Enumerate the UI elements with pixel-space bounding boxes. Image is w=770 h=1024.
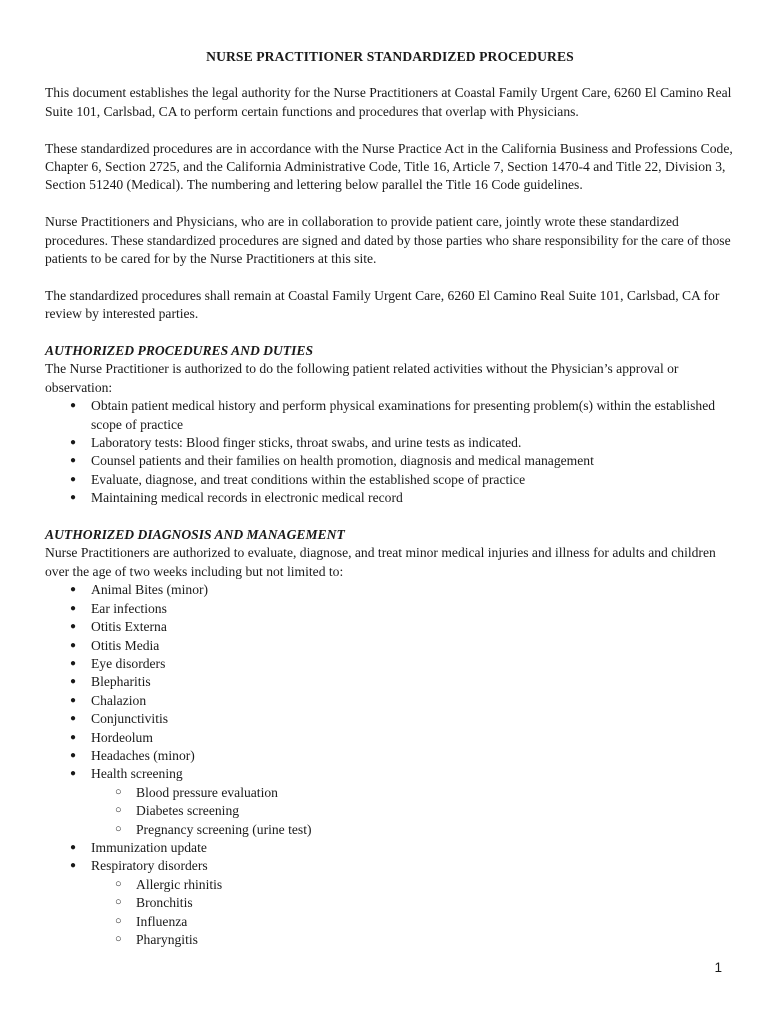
paragraph-collaboration: Nurse Practitioners and Physicians, who are in collaboration to provide patient care, jointly wrote these standardized procedures. These standardized procedures are signed and dated by those parties who share responsibility for the care of those patients to be cared for by the Nurse Practitioners at this site. xyxy=(45,214,731,267)
sub-list-item: ○ Pregnancy screening (urine test) xyxy=(115,821,312,837)
bullet-icon: ● xyxy=(70,584,77,596)
list-item: ● Laboratory tests: Blood finger sticks, throat swabs, and urine tests as indicated. xyxy=(91,434,735,452)
hollow-bullet-icon: ○ xyxy=(115,822,122,835)
respiratory-sublist xyxy=(91,876,735,950)
document-page xyxy=(45,48,735,949)
paragraph-accordance: These standardized procedures are in accordance with the Nurse Practice Act in the California Business and Professions Code, Chapter 6, Section 2725, and the California Administrative Code, Title 16, Article 7, Section 1470-4 and Title 22, Division 3, Section 51240 (Medical). The numbering and lettering below parallel the Title 16 Code guidelines. xyxy=(45,140,733,193)
hollow-bullet-icon: ○ xyxy=(115,877,122,890)
bullet-icon: ● xyxy=(70,713,77,725)
hollow-bullet-icon: ○ xyxy=(115,914,122,927)
list-item: ● Health screening ○ Blood pressure evaluation ○ Diabetes screening ○ Pregnancy screening (urine test) xyxy=(91,765,735,839)
list-item: ● Evaluate, diagnose, and treat conditions within the established scope of practice xyxy=(91,471,735,489)
bullet-icon: ● xyxy=(70,455,77,467)
list-item: ● Hordeolum xyxy=(91,729,735,747)
list-item: ● Chalazion xyxy=(91,692,735,710)
bullet-icon: ● xyxy=(70,731,77,743)
bullet-icon: ● xyxy=(70,841,77,853)
bullet-icon: ● xyxy=(70,639,77,651)
bullet-icon: ● xyxy=(70,602,77,614)
health-screening-sublist xyxy=(91,784,735,839)
sub-list-item: ○ Pharyngitis xyxy=(115,932,198,948)
bullet-icon: ● xyxy=(70,694,77,706)
bullet-icon: ● xyxy=(70,437,77,449)
bullet-icon: ● xyxy=(70,749,77,761)
bullet-icon: ● xyxy=(70,492,77,504)
page-number: 1 xyxy=(714,960,722,975)
bullet-icon: ● xyxy=(70,473,77,485)
bullet-icon: ● xyxy=(70,676,77,688)
list-item: ● Otitis Externa xyxy=(91,618,735,636)
section-heading-diagnosis: AUTHORIZED DIAGNOSIS AND MANAGEMENT xyxy=(45,527,345,543)
bullet-icon: ● xyxy=(70,400,77,412)
list-item: ● Headaches (minor) xyxy=(91,747,735,765)
list-item: ● Blepharitis xyxy=(91,673,735,691)
hollow-bullet-icon: ○ xyxy=(115,785,122,798)
list-item: ● Counsel patients and their families on health promotion, diagnosis and medical management xyxy=(91,452,735,470)
hollow-bullet-icon: ○ xyxy=(115,896,122,909)
list-item: ● Respiratory disorders ○ Allergic rhinitis ○ Bronchitis ○ Influenza ○ Pharyngitis xyxy=(91,857,735,949)
section-intro-procedures: The Nurse Practitioner is authorized to do the following patient related activities without the Physician’s approval or observation: xyxy=(45,361,679,395)
procedures-list xyxy=(45,397,735,507)
sub-list-item: ○ Influenza xyxy=(115,913,188,929)
paragraph-location: The standardized procedures shall remain at Coastal Family Urgent Care, 6260 El Camino Real Suite 101, Carlsbad, CA for review by interested parties. xyxy=(45,287,720,322)
sub-list-item: ○ Blood pressure evaluation xyxy=(115,784,278,800)
sub-list-item: ○ Diabetes screening xyxy=(115,803,240,819)
section-procedures xyxy=(45,342,735,508)
hollow-bullet-icon: ○ xyxy=(115,804,122,817)
section-intro-diagnosis: Nurse Practitioners are authorized to evaluate, diagnose, and treat minor medical injuries and illness for adults and children over the age of two weeks including but not limited to: xyxy=(45,545,716,579)
sub-list-item: ○ Bronchitis xyxy=(115,895,193,911)
list-item: ● Obtain patient medical history and perform physical examinations for presenting problem(s) within the established scope of practice xyxy=(70,398,716,432)
list-item: ● Conjunctivitis xyxy=(91,710,735,728)
list-item: ● Eye disorders xyxy=(91,655,735,673)
list-item: ● Animal Bites (minor) xyxy=(91,581,735,599)
paragraph-authority: This document establishes the legal authority for the Nurse Practitioners at Coastal Family Urgent Care, 6260 El Camino Real Suite 101, Carlsbad, CA to perform certain functions and procedures that overlap with Physicians. xyxy=(45,85,732,119)
document-title: NURSE PRACTITIONER STANDARDIZED PROCEDURES xyxy=(206,49,574,64)
bullet-icon: ● xyxy=(70,657,77,669)
bullet-icon: ● xyxy=(70,860,77,872)
diagnosis-list xyxy=(45,581,735,949)
list-item: ● Ear infections xyxy=(91,600,735,618)
sub-list-item: ○ Allergic rhinitis xyxy=(115,876,223,892)
hollow-bullet-icon: ○ xyxy=(115,933,122,946)
bullet-icon: ● xyxy=(70,768,77,780)
list-item: ● Maintaining medical records in electronic medical record xyxy=(91,489,735,507)
section-diagnosis xyxy=(45,526,735,949)
bullet-icon: ● xyxy=(70,621,77,633)
section-heading-procedures: AUTHORIZED PROCEDURES AND DUTIES xyxy=(45,343,314,359)
list-item: ● Immunization update xyxy=(91,839,735,857)
list-item: ● Otitis Media xyxy=(91,637,735,655)
